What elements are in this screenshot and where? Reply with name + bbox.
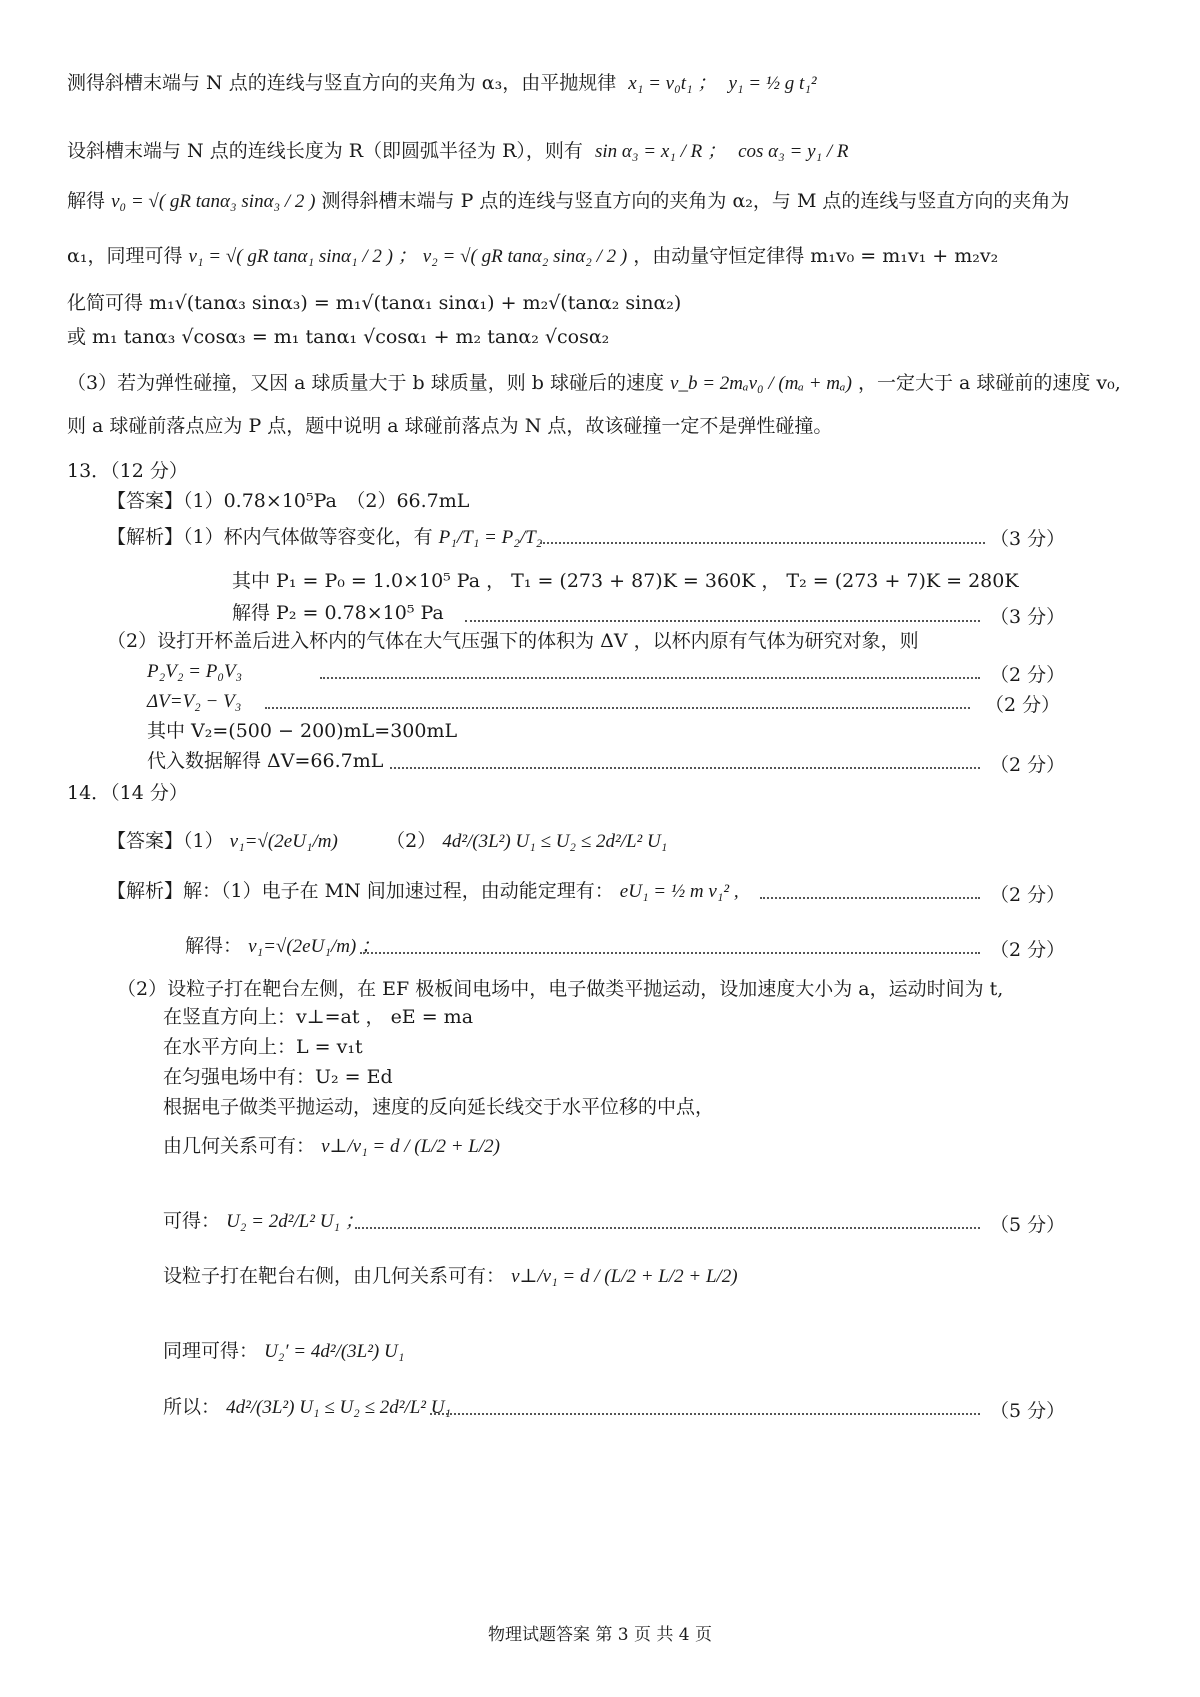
- q14-part2-1: （2）设粒子打在靶台左侧，在 EF 极板间电场中，电子做类平抛运动，设加速度大小为 a，运动时间为 t,: [117, 978, 1004, 1000]
- score-label: （5 分）: [990, 1214, 1066, 1236]
- q13-answer: 【答案】（1）0.78×10⁵Pa （2）66.7mL: [107, 490, 470, 512]
- q14-part2-7-eq: U₂ = 2d²/L² U₁ ；: [226, 1211, 364, 1232]
- q13-analysis-1: [107, 526, 542, 550]
- q14-answer-range: 4d²/(3L²) U₁ ≤ U₂ ≤ 2d²/L² U₁: [442, 831, 668, 852]
- line-3: [67, 190, 1069, 214]
- q14-part2-2: 在竖直方向上：v⊥=at ， eE = ma: [163, 1006, 474, 1028]
- dotted-leader: [540, 540, 985, 544]
- q14-part2-7: [163, 1210, 364, 1234]
- line-2-text: 设斜槽末端与 N 点的连线长度为 R（即圆弧半径为 R），则有: [67, 140, 583, 162]
- line-6: [67, 326, 609, 350]
- q14-analysis-1-text: 【解析】解：（1）电子在 MN 间加速过程，由动能定理有：: [107, 880, 614, 902]
- dotted-leader: [360, 950, 980, 954]
- score-label: （3 分）: [990, 606, 1066, 628]
- dotted-leader: [760, 895, 980, 899]
- q13-part2-3: ΔV=V₂ − V₃: [147, 691, 242, 712]
- line-2: [67, 140, 849, 164]
- dotted-leader: [390, 765, 980, 769]
- q14-analysis-2: [185, 935, 380, 959]
- line-3-text: 测得斜槽末端与 P 点的连线与竖直方向的夹角为 α₂，与 M 点的连线与竖直方向的夹角为: [321, 190, 1070, 212]
- q14-part2-6-eq: v⊥/v₁ = d / (L/2 + L/2): [321, 1136, 500, 1157]
- q13-analysis-1-lead: 【解析】（1）杯内气体做等容变化，有: [107, 526, 433, 548]
- line-7-lead: （3）若为弹性碰撞，又因 a 球质量大于 b 球质量，则 b 球碰后的速度: [67, 372, 664, 394]
- score-label: （2 分）: [990, 754, 1066, 776]
- line-7: [67, 372, 1121, 396]
- page-footer: 物理试题答案 第 3 页 共 4 页: [487, 1625, 713, 1645]
- q14-part2-6: [163, 1135, 500, 1159]
- line-4-eq1: v₁ = √( gR tanα₁ sinα₁ / 2 ) ；: [188, 246, 417, 267]
- dotted-leader: [265, 705, 970, 709]
- q14-part2-4: 在匀强电场中有：U₂ = Ed: [163, 1066, 393, 1088]
- score-label: （2 分）: [985, 694, 1061, 716]
- q14-part2-9-text: 同理可得：: [163, 1340, 259, 1362]
- q14-answer-lead: 【答案】（1）: [107, 830, 224, 852]
- score-label: （2 分）: [990, 884, 1066, 906]
- q14-part2-6-text: 由几何关系可有：: [163, 1135, 316, 1157]
- q14-analysis-1-eq: eU₁ = ½ m v₁² ,: [619, 881, 739, 902]
- dotted-leader: [320, 675, 980, 679]
- q14-part2-9-eq: U₂′ = 4d²/(3L²) U₁: [264, 1341, 405, 1362]
- line-3-eq: v₀ = √( gR tanα₃ sinα₃ / 2 ): [111, 191, 316, 212]
- score-label: （3 分）: [990, 528, 1066, 550]
- line-7-text: ，一定大于 a 球碰前的速度 v₀,: [857, 372, 1121, 394]
- q14-part2-7-text: 可得：: [163, 1210, 221, 1232]
- q14-answer-2: （2）: [386, 830, 437, 852]
- score-label: （5 分）: [990, 1400, 1066, 1422]
- line-2-eq2: cos α₃ = y₁ / R: [738, 141, 849, 162]
- dotted-leader: [430, 1411, 980, 1415]
- q13-part2-4: 其中 V₂=(500 − 200)mL=300mL: [147, 720, 458, 742]
- q14-part2-9: [163, 1340, 404, 1364]
- q14-part2-10: [163, 1396, 451, 1420]
- q13-analysis-2: 其中 P₁ = P₀ = 1.0×10⁵ Pa ， T₁ = (273 + 87)K = 360K ， T₂ = (273 + 7)K = 280K: [232, 570, 1019, 592]
- q13-analysis-3: 解得 P₂ = 0.78×10⁵ Pa: [232, 602, 444, 624]
- q14-analysis-2-eq: v₁=√(2eU₁/m) ；: [248, 936, 381, 957]
- line-1-eq2: y₁ = ½ g t₁²: [728, 73, 817, 94]
- q13-part2-2: P₂V₂ = P₀V₃: [147, 661, 243, 682]
- line-2-eq1: sin α₃ = x₁ / R ；: [595, 141, 726, 162]
- line-1-eq1: x₁ = v₀t₁ ；: [628, 73, 717, 94]
- line-4-text: ，由动量守恒定律得 m₁v₀ = m₁v₁ + m₂v₂: [633, 245, 999, 267]
- q14-answer-v1: v₁=√(2eU₁/m): [229, 831, 338, 852]
- q14-analysis-1: [107, 880, 739, 904]
- q13-title: 13．（12 分）: [67, 460, 188, 482]
- line-5-text: 化简可得 m₁√(tanα₃ sinα₃) = m₁√(tanα₁ sinα₁) + m₂√(tanα₂ sinα₂): [67, 292, 682, 314]
- q13-part2-1: （2）设打开杯盖后进入杯内的气体在大气压强下的体积为 ΔV ，以杯内原有气体为研究对象，则: [107, 630, 919, 652]
- dotted-leader: [465, 618, 980, 622]
- line-8: [67, 415, 832, 439]
- q14-analysis-2-text: 解得：: [185, 935, 243, 957]
- q14-title: 14．（14 分）: [67, 782, 188, 804]
- line-1: [67, 72, 817, 96]
- q14-part2-3: 在水平方向上：L = v₁t: [163, 1036, 363, 1058]
- q14-part2-8: [163, 1265, 738, 1289]
- line-3-lead: 解得: [67, 190, 106, 212]
- line-8-text: 则 a 球碰前落点应为 P 点，题中说明 a 球碰前落点为 N 点，故该碰撞一定不是弹性碰撞。: [67, 415, 833, 437]
- q14-part2-8-eq: v⊥/v₁ = d / (L/2 + L/2 + L/2): [511, 1266, 738, 1287]
- q13-part2-5: 代入数据解得 ΔV=66.7mL: [147, 750, 384, 772]
- line-4-lead: α₁，同理可得: [67, 245, 183, 267]
- q14-part2-5: 根据电子做类平抛运动，速度的反向延长线交于水平位移的中点，: [163, 1096, 715, 1118]
- line-1-text: 测得斜槽末端与 N 点的连线与竖直方向的夹角为 α₃，由平抛规律: [67, 72, 617, 94]
- line-7-eq: v_b = 2mₐv₀ / (mₐ + mₐ): [670, 373, 852, 394]
- q14-answer: [107, 830, 667, 854]
- dotted-leader: [355, 1225, 980, 1229]
- score-label: （2 分）: [990, 664, 1066, 686]
- line-6-text: 或 m₁ tanα₃ √cosα₃ = m₁ tanα₁ √cosα₁ + m₂ tanα₂ √cosα₂: [67, 326, 610, 348]
- score-label: （2 分）: [990, 939, 1066, 961]
- q13-analysis-1-eq: P₁/T₁ = P₂/T₂: [438, 527, 543, 548]
- q14-part2-10-eq: 4d²/(3L²) U₁ ≤ U₂ ≤ 2d²/L² U₁: [226, 1397, 452, 1418]
- q14-part2-8-text: 设粒子打在靶台右侧，由几何关系可有：: [163, 1265, 506, 1287]
- line-4-eq2: v₂ = √( gR tanα₂ sinα₂ / 2 ): [422, 246, 628, 267]
- line-4: [67, 245, 998, 269]
- line-5: [67, 292, 681, 316]
- q14-part2-10-text: 所以：: [163, 1396, 221, 1418]
